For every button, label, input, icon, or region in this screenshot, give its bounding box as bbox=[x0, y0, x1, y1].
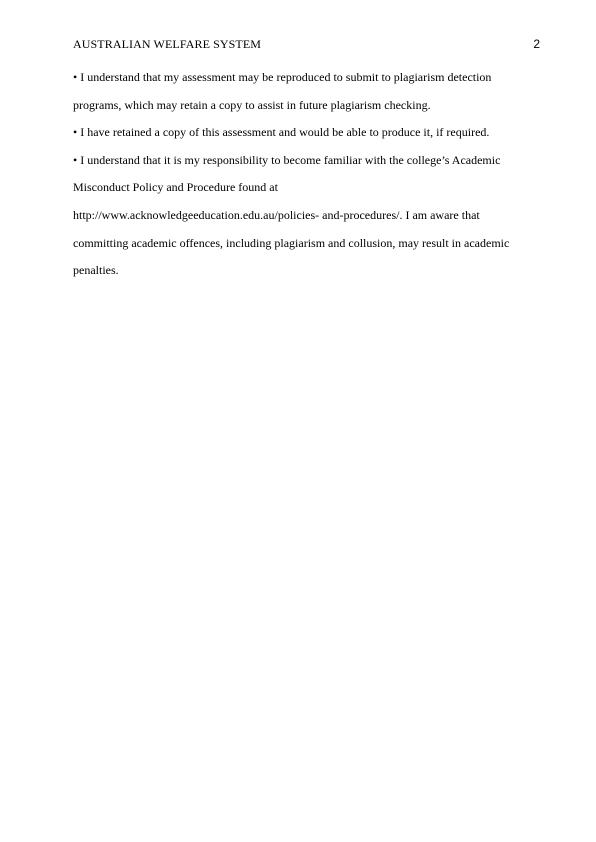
policy-url-line: http://www.acknowledgeeducation.edu.au/policies- and-procedures/. I am aware that bbox=[73, 207, 480, 222]
declaration-line: programs, which may retain a copy to assist in future plagiarism checking. bbox=[73, 97, 431, 112]
declaration-line: committing academic offences, including plagiarism and collusion, may result in academic bbox=[73, 235, 510, 250]
page-header bbox=[73, 36, 540, 52]
declaration-line: penalties. bbox=[73, 263, 119, 278]
declaration-line: • I understand that it is my responsibility to become familiar with the college’s Academic bbox=[73, 152, 501, 167]
declaration-text bbox=[73, 64, 543, 285]
declaration-line: Misconduct Policy and Procedure found at bbox=[73, 180, 278, 195]
declaration-line: • I understand that my assessment may be reproduced to submit to plagiarism detection bbox=[73, 70, 492, 84]
declaration-line: • I have retained a copy of this assessment and would be able to produce it, if required. bbox=[73, 125, 490, 140]
page-number: 2 bbox=[533, 37, 540, 51]
running-head: AUSTRALIAN WELFARE SYSTEM bbox=[73, 37, 262, 51]
